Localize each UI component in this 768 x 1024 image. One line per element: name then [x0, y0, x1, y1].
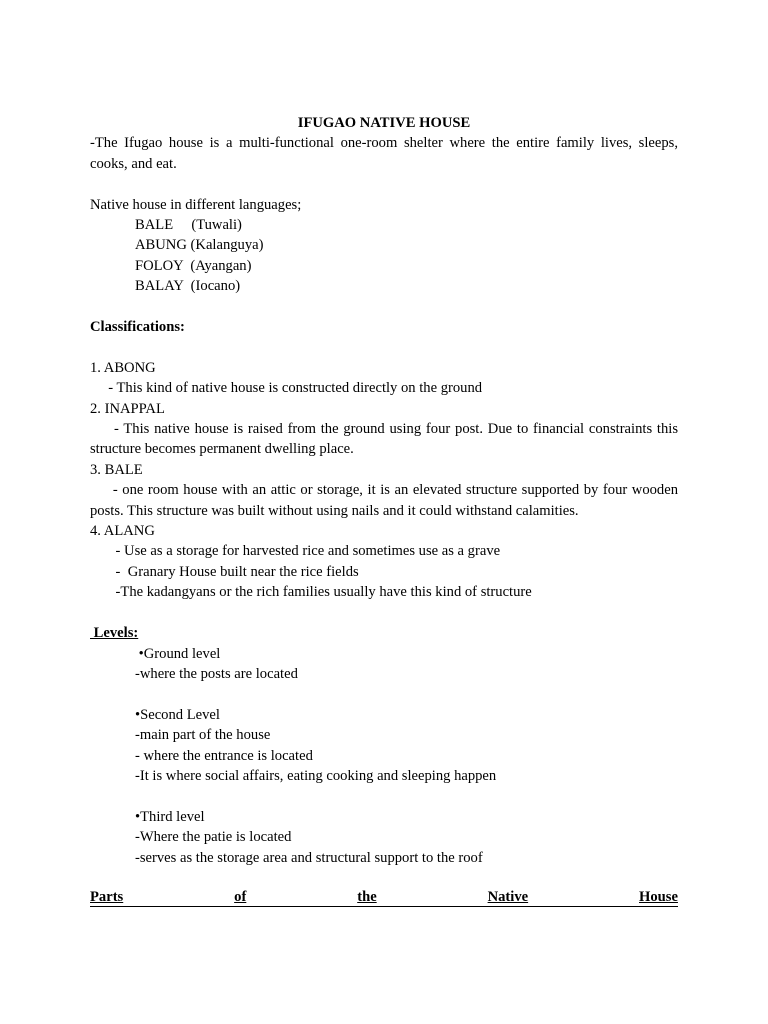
- spacer: [90, 174, 678, 194]
- spacer: [90, 868, 678, 888]
- classification-desc: -The kadangyans or the rich families usually have this kind of structure: [90, 584, 532, 601]
- classification-name: 2. INAPPAL: [90, 400, 165, 417]
- level-name: •Ground level: [135, 645, 221, 662]
- intro-paragraph: -The Ifugao house is a multi-functional one-room shelter where the entire family lives, sleeps, cooks, and eat.: [90, 135, 678, 172]
- languages-heading: Native house in different languages;: [90, 196, 302, 213]
- classification-desc: - one room house with an attic or storage, it is an elevated structure supported by four wooden posts. This structure was built without using nails and it could withstand calamities.: [90, 482, 682, 519]
- language-item: FOLOY (Ayangan): [135, 257, 252, 274]
- parts-heading-word: of: [234, 889, 247, 906]
- level-name: •Second Level: [135, 706, 220, 723]
- levels-heading: Levels:: [90, 625, 139, 642]
- classification-name: 1. ABONG: [90, 359, 156, 376]
- parts-heading-word: Parts: [90, 889, 124, 906]
- spacer: [90, 603, 678, 623]
- level-desc: -main part of the house: [135, 727, 271, 744]
- level-name: •Third level: [135, 808, 205, 825]
- classification-desc: - This native house is raised from the ground using four post. Due to financial constraints this structure becomes permanent dwelling place.: [90, 421, 682, 458]
- classification-name: 3. BALE: [90, 461, 143, 478]
- spacer: [90, 684, 678, 704]
- classification-desc: - Granary House built near the rice fields: [90, 563, 359, 580]
- spacer: [90, 297, 678, 317]
- document-title: IFUGAO NATIVE HOUSE: [297, 115, 471, 131]
- spacer: [90, 337, 678, 357]
- spacer: [90, 786, 678, 806]
- classification-desc: - Use as a storage for harvested rice and sometimes use as a grave: [90, 543, 501, 560]
- level-desc: -serves as the storage area and structural support to the roof: [135, 849, 483, 866]
- language-item: ABUNG (Kalanguya): [135, 237, 264, 254]
- classification-desc: - This kind of native house is constructed directly on the ground: [90, 380, 483, 397]
- level-desc: - where the entrance is located: [135, 747, 313, 764]
- language-item: BALAY (Iocano): [135, 278, 241, 295]
- parts-heading-word: House: [639, 889, 678, 906]
- classification-name: 4. ALANG: [90, 523, 155, 540]
- parts-heading-word: Native: [487, 889, 529, 906]
- parts-heading: [90, 888, 678, 907]
- classifications-heading: Classifications:: [90, 319, 185, 336]
- parts-heading-word: the: [357, 889, 377, 906]
- level-desc: -It is where social affairs, eating cooking and sleeping happen: [135, 767, 497, 784]
- level-desc: -where the posts are located: [135, 665, 298, 682]
- document-page: [90, 113, 682, 907]
- level-desc: -Where the patie is located: [135, 829, 292, 846]
- language-item: BALE (Tuwali): [135, 217, 242, 234]
